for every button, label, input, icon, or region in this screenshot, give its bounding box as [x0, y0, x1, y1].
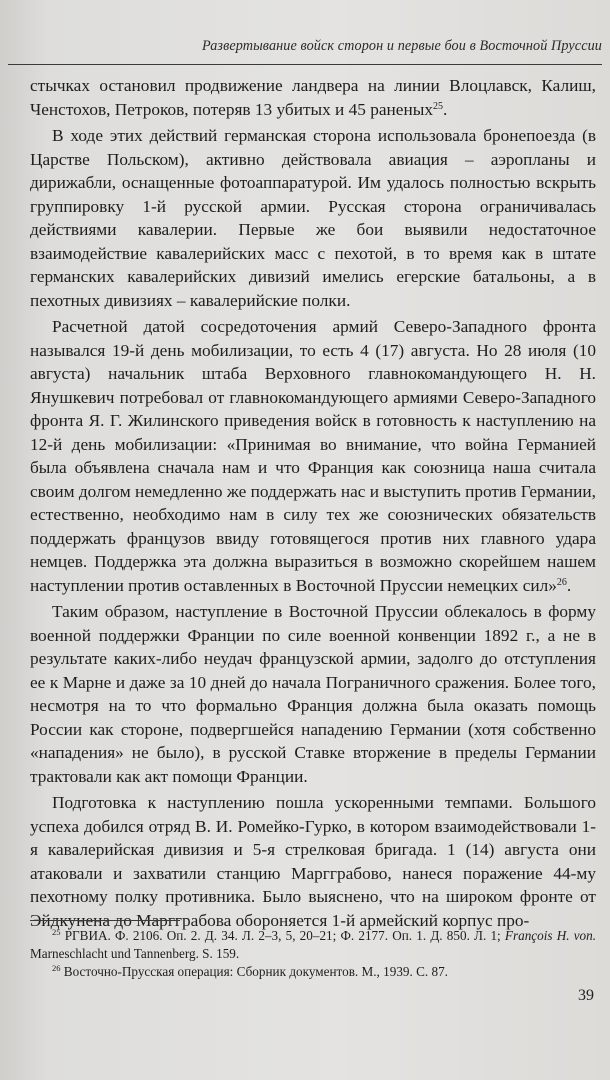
paragraph-4: Таким образом, наступление в Восточной Пруссии облекалось в форму военной поддержки Франции по силе военной конвенции 1892 г., а не в результате каких-либо неудач французской армии, задолго до отступления ее к Марне и даже за 10 дней до начала Пограничного сражения. Более того, несмотря на то что формально Франция должна была оказать помощь России как стороне, подвергшейся нападению Германии (хотя собственно «нападения» не было), в русской Ставке вторжение в пределы Германии трактовали как акт помощи Франции.	[30, 602, 596, 786]
main-text	[30, 74, 596, 932]
footnote-25-author: François H. von.	[504, 928, 597, 943]
footnote-26	[30, 963, 596, 981]
footnote-separator	[30, 920, 180, 921]
paragraph-1	[30, 74, 596, 121]
footnote-ref-26[interactable]: 26	[556, 576, 567, 588]
footnote-25	[30, 927, 596, 963]
paragraph-3	[30, 315, 596, 597]
footnote-26-text: Восточно-Прусская операция: Сборник документов. М., 1939. С. 87.	[63, 964, 448, 979]
footnotes	[30, 927, 596, 981]
footnote-25-rest: Marneschlacht und Tannenberg. S. 159.	[30, 946, 240, 961]
footnote-ref-25[interactable]: 25	[432, 100, 443, 112]
paragraph-1-text: стычках остановил продвижение ландвера на линии Влоцлавск, Калиш, Ченстохов, Петроков, потеряв 13 убитых и 45 раненых	[30, 76, 596, 119]
paragraph-1-tail: .	[442, 99, 448, 119]
footnote-26-number: 26	[52, 963, 61, 973]
paragraph-5: Подготовка к наступлению пошла ускоренными темпами. Большого успеха добился отряд В. И. Ромейко-Гурко, в котором взаимодействовали 1-я кавалерийская дивизия и 5-я стрелковая бригада. 1 (14) августа они атаковали и захватили станцию Маргграбово, нанеся поражение 44-му пехотному полку противника. Было выяснено, что на широком фронте от Эйдкунена до Маргграбова обороняется 1-й армейский корпус про-	[30, 793, 596, 930]
header-rule	[8, 64, 602, 65]
paragraph-2: В ходе этих действий германская сторона использовала бронепоезда (в Царстве Польском), активно действовала авиация – аэропланы и дирижабли, оснащенные фотоаппаратурой. Им удалось полностью вскрыть группировку 1-й русской армии. Русская сторона ограничивалась действиями кавалерии. Первые же бои выявили недостаточное взаимодействие кавалерийских масс с пехотой, в то время как в штате германских кавалерийских дивизий имелись егерские батальоны, а в пехотных дивизиях – кавалерийские полки.	[30, 126, 596, 310]
page-number: 39	[578, 987, 594, 1004]
running-header: Развертывание войск сторон и первые бои в Восточной Пруссии	[202, 38, 602, 54]
paragraph-3-tail: .	[566, 575, 572, 595]
footnote-25-text: РГВИА. Ф. 2106. Оп. 2. Д. 34. Л. 2–3, 5, 20–21; Ф. 2177. Оп. 1. Д. 850. Л. 1;	[64, 928, 501, 943]
footnote-25-number: 25	[52, 927, 61, 937]
paragraph-3-text: Расчетной датой сосредоточения армий Северо-Западного фронта назывался 19-й день мобилизации, то есть 4 (17) августа. Но 28 июля (10 августа) начальник штаба Верховного главнокомандующего Н. Н. Янушкевич потребовал от главнокомандующего армиями Северо-Западного фронта Я. Г. Жилинского приведения войск в готовность к наступлению на 12-й день мобилизации: «Принимая во внимание, что война Германией была объявлена сначала нам и что Франция как союзница наша считала своим долгом немедленно же поддержать нас и выступить против Германии, естественно, необходимо нам в силу тех же союзнических обязательств поддержать французов ввиду готовящегося против них главного удара немцев. Поддержка эта должна выразиться в возможно скорейшем нашем наступлении против оставленных в Восточной Пруссии немецких сил»	[30, 317, 596, 595]
